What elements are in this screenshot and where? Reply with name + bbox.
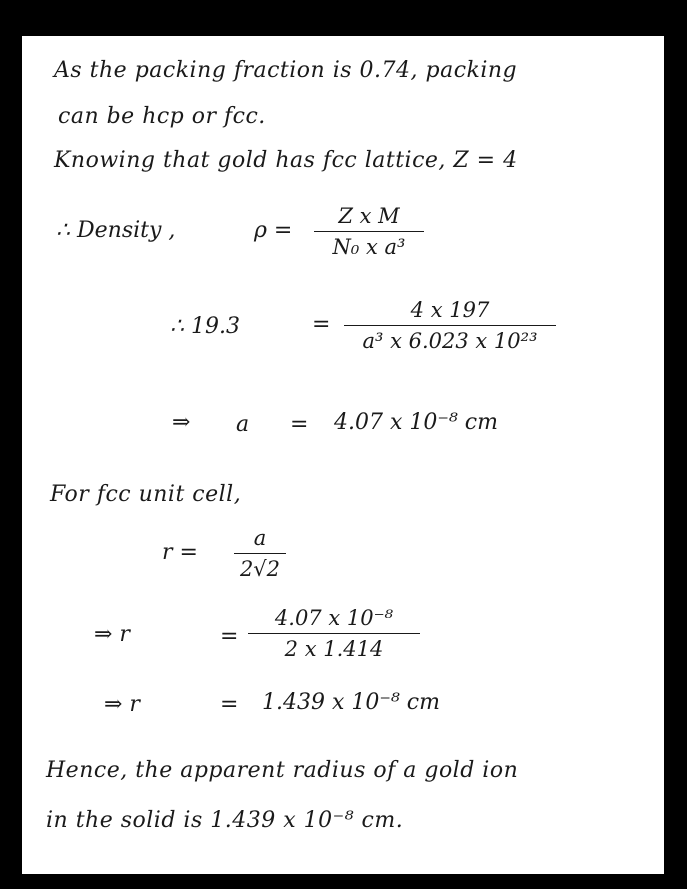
- equals-sign: =: [220, 624, 239, 649]
- equals-sign: =: [312, 312, 331, 337]
- edge-length-symbol: a: [236, 412, 250, 437]
- text-line-packing-fraction: As the packing fraction is 0.74, packing: [54, 58, 518, 83]
- radius-substitution-lhs: ⇒ r: [94, 622, 130, 647]
- fraction-bar: [314, 231, 424, 232]
- density-formula-denominator: N₀ x a³: [332, 235, 406, 259]
- density-formula-fraction: [314, 204, 424, 259]
- text-line-final-answer: in the solid is 1.439 x 10⁻⁸ cm.: [46, 808, 404, 833]
- text-line-fcc-unit-cell: For fcc unit cell,: [50, 482, 242, 507]
- edge-length-value: 4.07 x 10⁻⁸ cm: [334, 410, 498, 435]
- substituted-fraction: [344, 298, 556, 353]
- equals-sign: =: [290, 412, 309, 437]
- radius-formula-lhs: r =: [162, 540, 198, 565]
- handwritten-solution-page: [22, 36, 664, 874]
- radius-formula-denominator: 2√2: [239, 557, 281, 581]
- radius-result-value: 1.439 x 10⁻⁸ cm: [262, 690, 440, 715]
- density-rho-equals: ρ =: [254, 218, 293, 243]
- radius-substitution-numerator: 4.07 x 10⁻⁸: [274, 606, 394, 630]
- substituted-numerator: 4 x 197: [410, 298, 490, 322]
- fraction-bar: [234, 553, 286, 554]
- implies-arrow: ⇒: [172, 410, 191, 435]
- fraction-bar: [248, 633, 420, 634]
- text-line-hcp-fcc: can be hcp or fcc.: [58, 104, 266, 129]
- text-line-conclusion: Hence, the apparent radius of a gold ion: [46, 758, 519, 783]
- fraction-bar: [344, 325, 556, 326]
- radius-formula-numerator: a: [253, 526, 267, 550]
- text-line-gold-fcc: Knowing that gold has fcc lattice, Z = 4: [54, 148, 518, 173]
- substituted-denominator: a³ x 6.023 x 10²³: [362, 329, 538, 353]
- radius-substitution-fraction: [248, 606, 420, 661]
- radius-formula-fraction: [234, 526, 286, 581]
- radius-result-lhs: ⇒ r: [104, 692, 140, 717]
- density-formula-numerator: Z x M: [338, 204, 400, 228]
- density-label: ∴ Density ,: [56, 218, 176, 243]
- equals-sign: =: [220, 692, 239, 717]
- radius-substitution-denominator: 2 x 1.414: [284, 637, 384, 661]
- density-value: ∴ 19.3: [170, 314, 240, 339]
